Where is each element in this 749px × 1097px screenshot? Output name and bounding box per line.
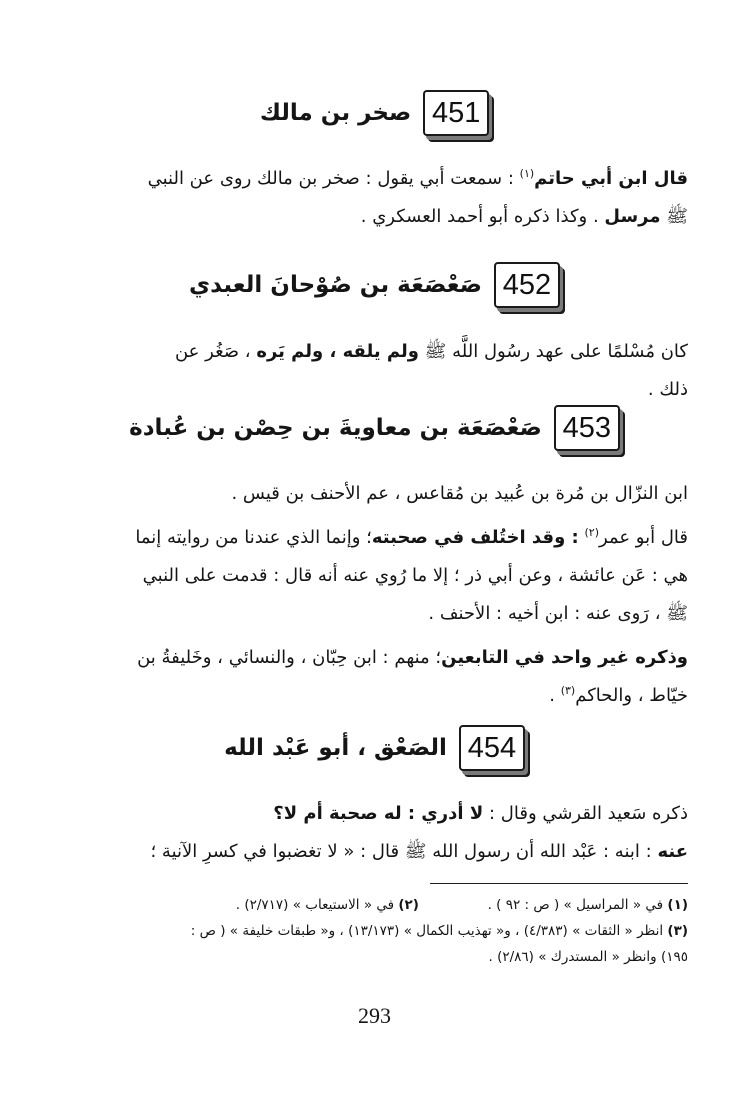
footnotes [88,892,688,970]
entry-heading-452 [0,262,749,308]
entry-454-text: ذكره سَعيد القرشي وقال : لا أدري : له صحبة أم لا؟ عنه : ابنه : عَبْد الله أن رسول الله ﷺ قال : « لا تغضبوا في كسرِ الآنية ؛ [150,803,688,862]
entry-number-box: 452 [494,262,560,308]
entry-title: الصَعْق ، أبو عَبْد الله [224,735,447,761]
entry-heading-454 [0,725,749,771]
entry-heading-451 [0,90,749,136]
entry-452-text: كان مُسْلمًا على عهد رسُول اللَّه ﷺ ولم يلقه ، ولم يَره ، صَغُر عن ذلك . [174,341,688,400]
footnote-divider [430,883,688,884]
entry-title: صَعْصَعَة بن معاويةَ بن حِصْن بن عُبادة [129,415,542,441]
page-number: 293 [358,1003,391,1028]
entry-453-text: ابن النزّال بن مُرة بن عُبيد بن مُقاعس ، عم الأحنف بن قيس . قال أبو عمر$^{(٢)}$ : وقد اختُلف في صحبته؛ وإنما الذي عندنا من روايته إنما هي : عَن عائشة ، وعن أبي ذر ؛ إلا ما رُوي عنه أنه قال : قدمت على النبي ﷺ ، رَوى عنه : ابن أخيه : الأحنف . وذكره غير واحد في التابعين؛ منهم : ابن حِبّان ، والنسائي ، وخَليفةُ بن خيّاط ، والحاكم$^{(٣)}$ . [135,483,688,706]
entry-number-box: 454 [459,725,525,771]
entry-451-text: قال ابن أبي حاتم$^{(١)}$ : سمعت أبي يقول : صخر بن مالك روى عن النبي ﷺ مرسل . وكذا ذكره أبو أحمد العسكري . [147,167,688,227]
entry-heading-453 [0,405,749,451]
entry-title: صَعْصَعَة بن صُوْحانَ العبدي [189,272,482,298]
footnote-3: (٣) انظر « الثقات » (٤/٣٨٣) ، و« تهذيب الكمال » (١٣/١٧٣) ، و« طبقات خليفة » ( ص : [190,923,688,939]
entry-number-box: 453 [554,405,620,451]
footnote-row: (١) في « المراسيل » ( ص : ٩٢ ) . (٢) في « الاستيعاب » (٢/٧١٧) . [235,897,688,913]
footnote-3-cont: ١٩٥) وانظر « المستدرك » (٢/٨٦) . [488,949,688,965]
entry-number-box: 451 [423,90,489,136]
entry-title: صخر بن مالك [259,100,412,126]
